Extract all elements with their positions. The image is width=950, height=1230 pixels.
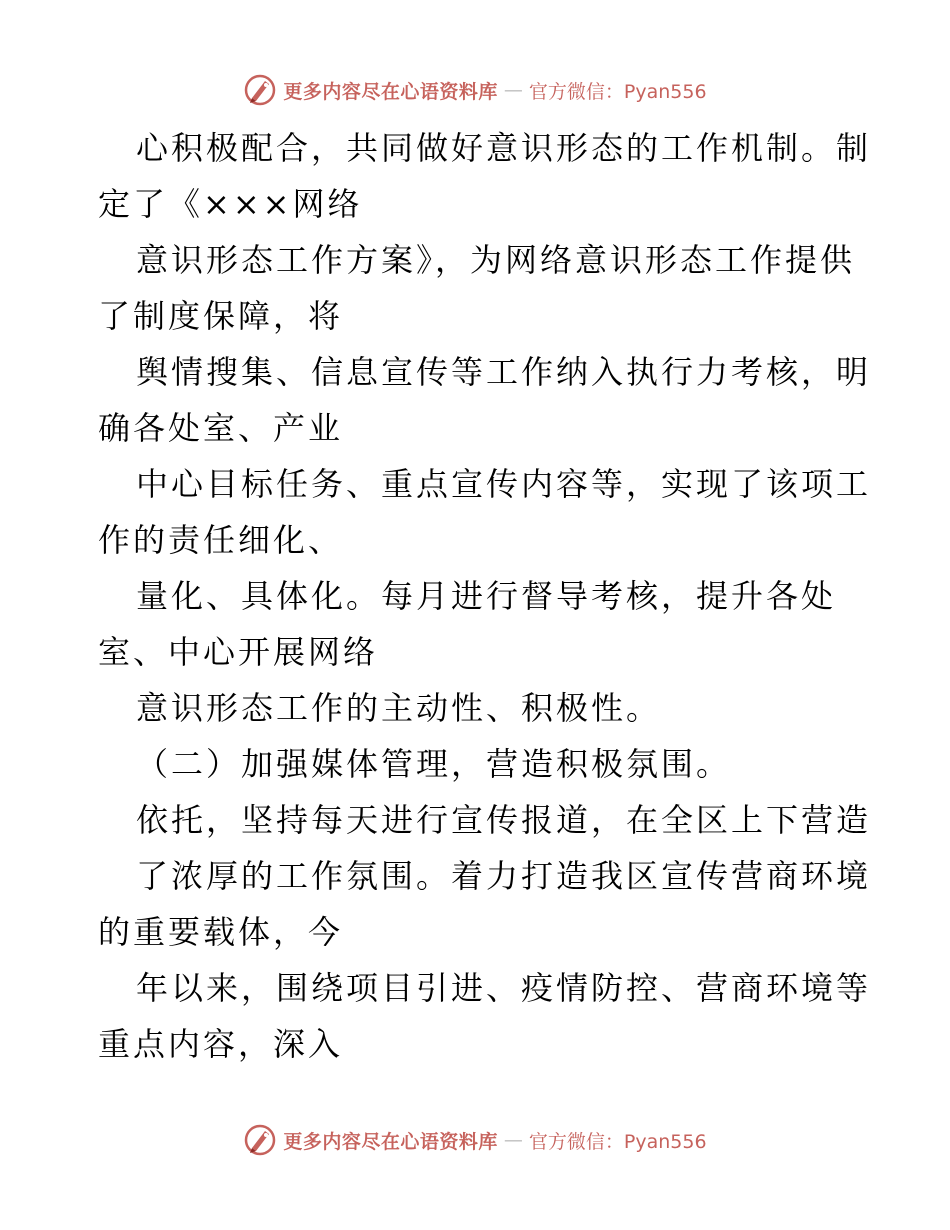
header-watermark [0,70,950,110]
watermark-site-text: 更多内容尽在心语资料库 [283,1130,498,1153]
watermark-dash: — [503,79,523,101]
watermark-wechat-text: 官方微信：Pyan556 [528,1130,707,1153]
text-line: 意识形态工作方案》，为网络意识形态工作提供 [136,241,856,279]
section-heading: （二）加强媒体管理，营造积极氛围。 [136,745,732,783]
text-line: 定了《×××网络 [98,185,363,223]
text-line: 中心目标任务、重点宣传内容等，实现了该项工 [136,465,872,503]
text-line: 确各处室、产业 [98,409,344,447]
text-line: 心积极配合，共同做好意识形态的工作机制。制 [136,129,872,167]
watermark-wechat-text: 官方微信：Pyan556 [528,80,707,103]
text-line: 依托，坚持每天进行宣传报道，在全区上下营造 [136,801,872,839]
footer-watermark [0,1120,950,1160]
document-body [98,120,872,1072]
text-line: 作的责任细化、 [98,521,344,559]
text-line: 量化、具体化。每月进行督导考核，提升各处 [136,577,837,615]
watermark-dash: — [503,1129,523,1151]
text-line: 重点内容，深入 [98,1025,344,1063]
text-line: 室、中心开展网络 [98,633,379,671]
text-line: 了浓厚的工作氛围。着力打造我区宣传营商环境 [136,857,872,895]
text-line: 意识形态工作的主动性、积极性。 [136,689,662,727]
text-line: 了制度保障，将 [98,297,344,335]
watermark-site-text: 更多内容尽在心语资料库 [283,80,498,103]
text-line: 年以来，围绕项目引进、疫情防控、营商环境等 [136,969,872,1007]
text-line: 的重要载体，今 [98,913,344,951]
pen-logo-icon [243,1123,277,1157]
pen-logo-icon [243,73,277,107]
text-line: 舆情搜集、信息宣传等工作纳入执行力考核，明 [136,353,872,391]
